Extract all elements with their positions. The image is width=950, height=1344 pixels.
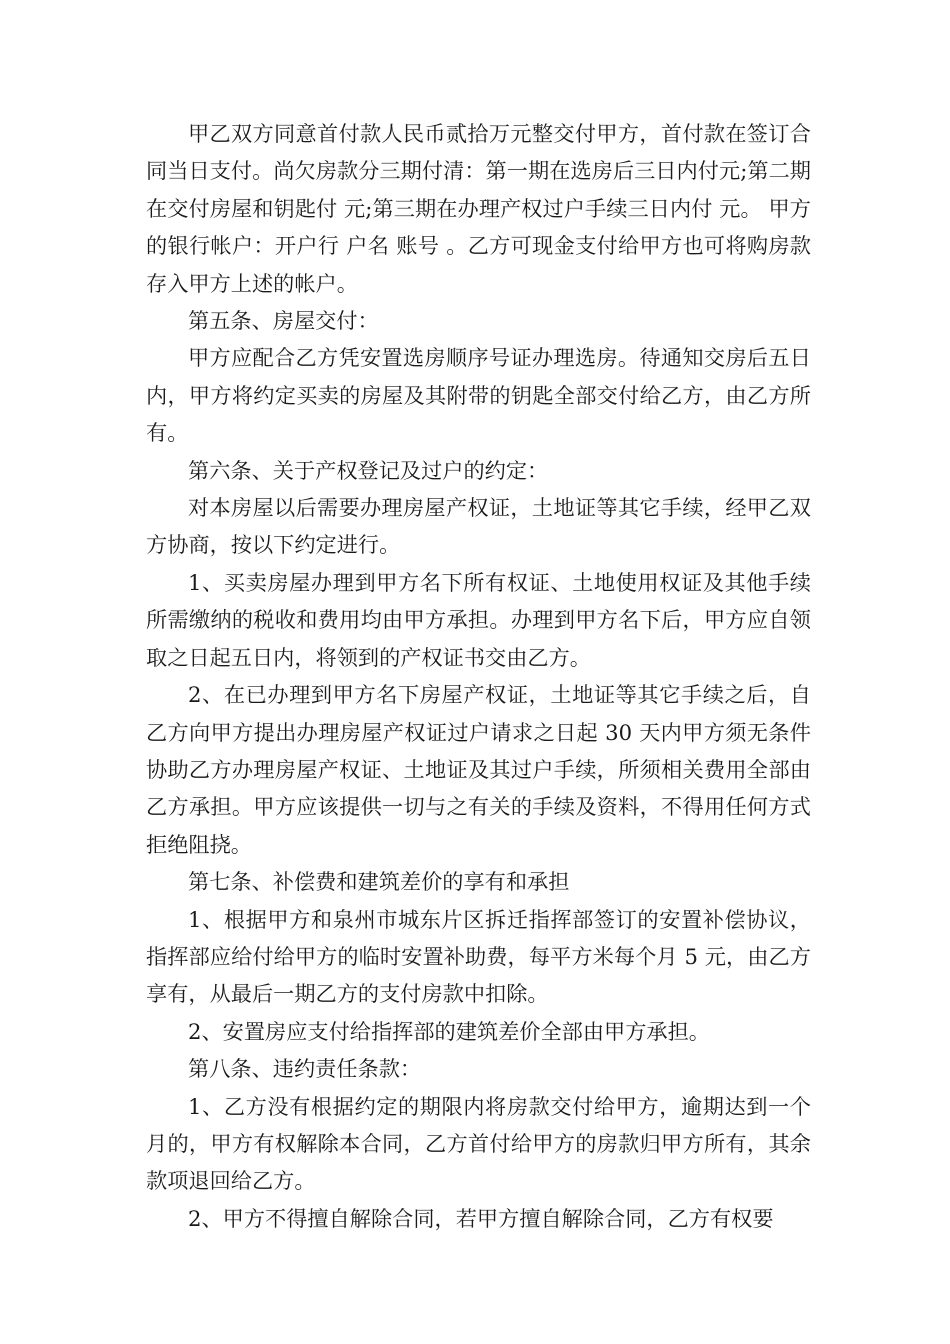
paragraph-breach-item-1: 1、乙方没有根据约定的期限内将房款交付给甲方，逾期达到一个月的，甲方有权解除本合同，乙方首付给甲方的房款归甲方所有，其余款项退回给乙方。: [146, 1093, 811, 1194]
heading-article-7: 第七条、补偿费和建筑差价的享有和承担: [188, 869, 570, 895]
paragraph-compensation-item-1: 1、根据甲方和泉州市城东片区拆迁指挥部签订的安置补偿协议，指挥部应给付给甲方的临时安置补助费，每平方米每个月 5 元，由乙方享有，从最后一期乙方的支付房款中扣除。: [146, 906, 811, 1007]
paragraph-breach-item-2: 2、甲方不得擅自解除合同，若甲方擅自解除合同，乙方有权要: [188, 1205, 774, 1231]
heading-article-5: 第五条、房屋交付：: [188, 308, 379, 334]
paragraph-registration-intro: 对本房屋以后需要办理房屋产权证，土地证等其它手续，经甲乙双方协商，按以下约定进行。: [146, 495, 811, 558]
paragraph-payment-terms: 甲乙双方同意首付款人民币贰拾万元整交付甲方，首付款在签订合同当日支付。尚欠房款分三期付清：第一期在选房后三日内付元;第二期在交付房屋和钥匙付 元;第三期在办理产权过户手续三日内付 元。 甲方的银行帐户：开户行 户名 账号 。乙方可现金支付给甲方也可将购房款存入甲方上述的帐户。: [146, 121, 811, 296]
paragraph-compensation-item-2: 2、安置房应支付给指挥部的建筑差价全部由甲方承担。: [188, 1018, 710, 1044]
paragraph-house-delivery: 甲方应配合乙方凭安置选房顺序号证办理选房。待通知交房后五日内，甲方将约定买卖的房屋及其附带的钥匙全部交付给乙方，由乙方所有。: [146, 345, 811, 446]
contract-body: [146, 115, 811, 1237]
heading-article-6: 第六条、关于产权登记及过户的约定：: [188, 457, 549, 483]
paragraph-registration-item-1: 1、买卖房屋办理到甲方名下所有权证、土地使用权证及其他手续所需缴纳的税收和费用均由甲方承担。办理到甲方名下后，甲方应自领取之日起五日内，将领到的产权证书交由乙方。: [146, 569, 811, 670]
heading-article-8: 第八条、违约责任条款：: [188, 1056, 422, 1082]
paragraph-registration-item-2: 2、在已办理到甲方名下房屋产权证，土地证等其它手续之后，自乙方向甲方提出办理房屋产权证过户请求之日起 30 天内甲方须无条件协助乙方办理房屋产权证、土地证及其过户手续，所须相关费用全部由乙方承担。甲方应该提供一切与之有关的手续及资料，不得用任何方式拒绝阻挠。: [146, 682, 811, 857]
